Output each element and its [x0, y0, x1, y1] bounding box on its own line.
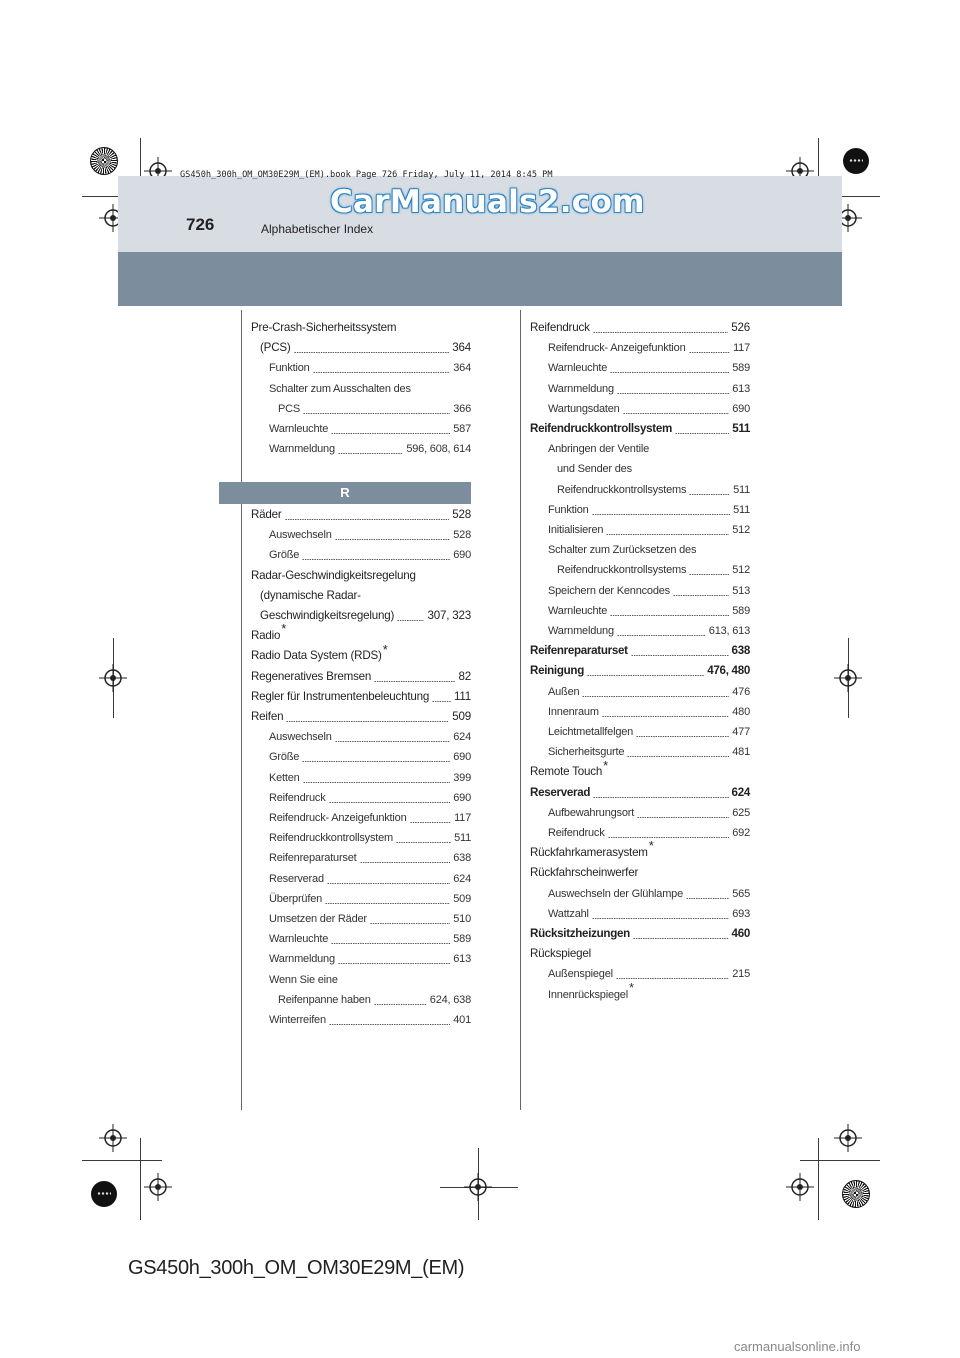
index-page-ref[interactable]: 512 [731, 520, 750, 540]
index-term: Reifendruck [530, 321, 590, 334]
index-term: Schalter zum Zurücksetzen des [548, 544, 697, 557]
leader-dots [592, 514, 730, 515]
index-entry [557, 459, 750, 479]
index-term: Größe [269, 549, 300, 562]
index-entry [530, 863, 750, 883]
leader-dots [335, 539, 450, 540]
index-term: Räder [251, 508, 282, 521]
leader-dots [397, 620, 424, 621]
footer-watermark: carmanualsonline.info [734, 1339, 861, 1354]
index-page-ref[interactable]: 364 [452, 358, 471, 378]
leader-dots [331, 943, 450, 944]
index-page-ref[interactable]: 690 [452, 545, 471, 565]
watermark-logo: CarManuals2.com [330, 184, 645, 220]
index-term: Leichtmetallfelgen [548, 726, 634, 738]
index-term: Remote Touch [530, 765, 603, 779]
index-entry [548, 540, 750, 560]
registration-mark-icon [834, 664, 862, 692]
index-page-ref[interactable]: 613 [452, 949, 471, 969]
print-dot-mark-icon [843, 148, 869, 174]
index-page-ref[interactable]: 613, 613 [708, 621, 750, 641]
crop-line [140, 1138, 141, 1220]
index-term: Innenraum [548, 705, 599, 718]
index-entry [548, 904, 750, 924]
leader-dots [302, 761, 450, 762]
registration-mark-icon [834, 1124, 862, 1152]
index-entry [548, 520, 750, 540]
index-entry [269, 727, 471, 747]
index-term: Auswechseln [269, 529, 332, 542]
leader-dots [396, 842, 451, 843]
leader-dots [636, 736, 729, 737]
index-term: Funktion [548, 503, 589, 516]
index-page-ref[interactable]: 510 [452, 909, 471, 929]
registration-mark-icon [99, 1124, 127, 1152]
index-entry [260, 606, 471, 626]
leader-dots [370, 923, 450, 924]
index-page-ref[interactable]: 117 [732, 338, 750, 358]
index-entry [269, 1010, 471, 1030]
index-entry [530, 944, 750, 964]
index-page-ref[interactable]: 690 [731, 399, 750, 419]
index-page-ref[interactable]: 513 [731, 581, 750, 601]
leader-dots [303, 413, 450, 414]
leader-dots [286, 721, 449, 722]
index-term: Reifenpanne haben [278, 993, 371, 1006]
index-term: Reserverad [269, 872, 324, 885]
index-term: Winterreifen [269, 1014, 326, 1026]
index-page-ref[interactable]: 690 [452, 788, 471, 808]
index-entry [530, 783, 750, 803]
index-term: Reifendruckkontrollsystem [269, 832, 393, 845]
index-page-ref[interactable]: 480 [731, 702, 750, 722]
index-entry [251, 318, 471, 338]
index-term: Reifendruckkontrollsystems [557, 564, 687, 577]
index-page-ref[interactable]: 613 [731, 379, 750, 399]
index-entry [269, 788, 471, 808]
leader-dots [338, 453, 403, 454]
index-entry [269, 929, 471, 949]
leader-dots [689, 352, 730, 353]
index-entry [548, 338, 750, 358]
index-term: Radio Data System (RDS) [251, 649, 382, 663]
index-term: Regeneratives Bremsen [251, 669, 372, 683]
index-term: Initialisieren [548, 524, 604, 536]
index-term: Auswechseln der Glühlampe [548, 887, 684, 900]
leader-dots [608, 837, 729, 838]
index-entry [530, 924, 750, 944]
index-page-ref[interactable]: 366 [452, 399, 471, 419]
index-term: Reifenreparaturset [269, 852, 357, 865]
index-entry [557, 480, 750, 500]
registration-mark-icon [99, 664, 127, 692]
index-page-ref[interactable]: 111 [453, 687, 471, 707]
index-term: Reifendruck- Anzeigefunktion [548, 342, 686, 355]
leader-dots [325, 903, 450, 904]
index-term: Innenrückspiegel [548, 988, 628, 1001]
index-term: Außen [548, 685, 580, 698]
leader-dots [302, 559, 450, 560]
index-entry [269, 889, 471, 909]
index-page-ref[interactable]: 364 [451, 338, 471, 358]
leader-dots [610, 372, 729, 373]
index-entry [548, 682, 750, 702]
index-page-ref[interactable]: 509 [452, 889, 471, 909]
index-term: Rückspiegel [530, 947, 591, 961]
index-page-ref[interactable]: 509 [451, 707, 471, 727]
index-term: Auswechseln [269, 731, 332, 744]
registration-mark-icon [464, 1173, 492, 1201]
index-term: Warnmeldung [269, 443, 335, 456]
index-term: Warnmeldung [269, 953, 335, 966]
section-title: Alphabetischer Index [261, 222, 374, 236]
index-entry [530, 838, 750, 863]
index-page-ref[interactable]: 693 [731, 904, 750, 924]
leader-dots [686, 898, 729, 899]
index-term: Speichern der Kenncodes [548, 584, 670, 597]
leader-dots [606, 534, 729, 535]
index-page-ref[interactable]: 481 [731, 742, 750, 762]
index-entry [251, 641, 471, 666]
index-term: Radar-Geschwindigkeitsregelung [251, 568, 416, 582]
index-entry [548, 722, 750, 742]
index-entry [251, 707, 471, 727]
index-entry [260, 338, 471, 358]
footer-document-code: GS450h_300h_OM_OM30E29M_(EM) [128, 1257, 465, 1279]
asterisk-mark: * [628, 979, 634, 995]
index-entry [530, 641, 750, 661]
index-term: Regler für Instrumentenbeleuchtung [251, 689, 430, 703]
index-term: Rücksitzheizungen [530, 927, 630, 940]
index-term: Warnleuchte [548, 362, 608, 375]
index-page-ref[interactable]: 596, 608, 614 [405, 439, 471, 459]
index-entry [251, 566, 471, 586]
index-page-ref[interactable]: 625 [731, 803, 750, 823]
index-term: Pre-Crash-Sicherheitssystem [251, 321, 397, 334]
index-entry [269, 768, 471, 788]
crop-line [800, 1160, 880, 1161]
index-term: Warnleuchte [548, 604, 608, 617]
print-star-mark-icon [90, 147, 118, 175]
index-page-ref[interactable]: 589 [731, 601, 750, 621]
index-entry [269, 869, 471, 889]
index-term: (dynamische Radar- [260, 588, 361, 602]
asterisk-mark: * [603, 757, 609, 773]
registration-mark-icon [786, 1173, 814, 1201]
index-term: Warnleuchte [269, 423, 329, 435]
leader-dots [689, 574, 729, 575]
index-entry [251, 667, 471, 687]
index-term: Reinigung [530, 664, 584, 678]
index-term: Reifendruckkontrollsystem [530, 422, 672, 435]
leader-dots [294, 352, 449, 353]
index-entry [548, 803, 750, 823]
index-term: Sicherheitsgurte [548, 746, 625, 759]
index-entry [548, 379, 750, 399]
index-entry [548, 399, 750, 419]
index-entry [269, 909, 471, 929]
index-term: und Sender des [557, 463, 632, 476]
index-term: Ketten [269, 771, 300, 784]
index-term: Wattzahl [548, 907, 589, 920]
index-page-ref[interactable]: 638 [452, 848, 471, 868]
index-term: Warnmeldung [548, 625, 614, 637]
leader-dots [313, 372, 450, 373]
index-entry [269, 747, 471, 767]
leader-dots [331, 433, 450, 434]
index-term: Reifen [251, 710, 284, 723]
leader-dots [360, 862, 450, 863]
leader-dots [374, 1004, 427, 1005]
index-entry [530, 661, 750, 681]
page-number: 726 [186, 215, 215, 234]
index-page-ref[interactable]: 511 [453, 828, 471, 848]
index-term: Reifendruckkontrollsystems [557, 483, 687, 496]
leader-dots [689, 494, 730, 495]
index-entry [269, 439, 471, 459]
index-entry [269, 379, 471, 399]
index-entry [548, 621, 750, 641]
index-term: Warnleuchte [269, 933, 329, 946]
leader-dots [617, 393, 729, 394]
index-term: Funktion [269, 362, 310, 375]
index-entry [269, 949, 471, 969]
index-term: Reifendruck- Anzeigefunktion [269, 812, 407, 824]
index-entry [548, 439, 750, 459]
index-term: Reifendruck [548, 827, 605, 839]
index-entry [530, 757, 750, 782]
index-entry [548, 964, 750, 984]
index-entry [251, 621, 471, 646]
column-rule [520, 310, 521, 1110]
leader-dots [623, 413, 729, 414]
index-page-ref[interactable]: 565 [731, 884, 750, 904]
index-entry [269, 808, 471, 828]
index-entry [548, 884, 750, 904]
leader-dots [633, 938, 729, 939]
leader-dots [285, 519, 449, 520]
header-dark-bar [118, 252, 842, 306]
leader-dots [432, 701, 451, 702]
leader-dots [374, 681, 455, 682]
index-entry [269, 828, 471, 848]
index-term: PCS [278, 402, 301, 415]
index-entry [278, 990, 471, 1010]
index-entry [548, 601, 750, 621]
leader-dots [631, 655, 729, 656]
index-term: Rückfahrscheinwerfer [530, 866, 639, 880]
leader-dots [410, 822, 451, 823]
index-page-ref[interactable]: 401 [452, 1010, 471, 1030]
index-page-ref[interactable]: 511 [732, 480, 750, 500]
leader-dots [610, 615, 729, 616]
index-term: Überprüfen [269, 892, 323, 905]
index-page-ref[interactable]: 624 [452, 869, 471, 889]
index-term: Außenspiegel [548, 968, 613, 981]
leader-dots [338, 963, 450, 964]
index-page-ref[interactable]: 690 [452, 747, 471, 767]
leader-dots [673, 595, 729, 596]
index-page-ref[interactable]: 476 [731, 682, 750, 702]
index-entry [269, 545, 471, 565]
index-entry [548, 742, 750, 762]
index-term: Reifenreparaturset [530, 644, 628, 658]
index-term: Aufbewahrungsort [548, 806, 635, 819]
index-term: Warnmeldung [548, 382, 614, 395]
index-page-ref[interactable]: 215 [731, 964, 750, 984]
index-term: Umsetzen der Räder [269, 913, 367, 925]
index-page-ref[interactable]: 624 [452, 727, 471, 747]
index-page-ref[interactable]: 460 [731, 924, 750, 944]
asterisk-mark: * [281, 621, 287, 637]
index-page-ref[interactable]: 477 [731, 722, 750, 742]
print-dot-mark-icon [91, 1181, 117, 1207]
index-page-ref[interactable]: 511 [732, 500, 750, 520]
book-stamp: GS450h_300h_OM_OM30E29M_(EM).book Page 726 Friday, July 11, 2014 8:45 PM [180, 170, 553, 180]
index-page-ref[interactable]: 589 [452, 929, 471, 949]
leader-dots [593, 797, 729, 798]
index-page-ref[interactable]: 82 [458, 667, 472, 687]
index-term: (PCS) [260, 341, 291, 355]
leader-dots [587, 675, 704, 676]
index-page-ref[interactable]: 589 [731, 358, 750, 378]
index-term: Anbringen der Ventile [548, 443, 649, 456]
leader-dots [303, 782, 450, 783]
section-letter-header: R [219, 482, 471, 504]
index-entry [251, 687, 471, 707]
index-term: Radio [251, 629, 281, 643]
index-entry [260, 586, 471, 606]
leader-dots [617, 635, 706, 636]
index-entry [269, 848, 471, 868]
index-term: Reifendruck [269, 791, 326, 804]
index-entry [548, 702, 750, 722]
index-entry [269, 358, 471, 378]
leader-dots [327, 883, 450, 884]
asterisk-mark: * [648, 838, 654, 854]
index-term: Reserverad [530, 785, 591, 799]
index-page-ref[interactable]: 587 [452, 419, 471, 439]
index-entry [530, 419, 750, 439]
leader-dots [602, 716, 729, 717]
leader-dots [329, 802, 450, 803]
index-page-ref[interactable]: 528 [451, 505, 471, 525]
leader-dots [637, 817, 729, 818]
index-page-ref[interactable]: 638 [731, 641, 750, 661]
index-entry [269, 970, 471, 990]
index-term: Geschwindigkeitsregelung) [260, 609, 395, 622]
crop-line [82, 1160, 162, 1161]
index-page-ref[interactable]: 117 [453, 808, 471, 828]
index-term: Rückfahrkamerasystem [530, 846, 648, 860]
index-entry [251, 505, 471, 525]
index-entry [548, 500, 750, 520]
registration-mark-icon [144, 1173, 172, 1201]
leader-dots [675, 433, 729, 434]
index-page-ref[interactable]: 307, 323 [426, 606, 471, 626]
leader-dots [627, 756, 729, 757]
leader-dots [582, 696, 729, 697]
index-page-ref[interactable]: 511 [731, 419, 750, 439]
index-entry [278, 399, 471, 419]
index-term: Schalter zum Ausschalten des [269, 382, 411, 395]
index-page-ref[interactable]: 476, 480 [706, 661, 750, 681]
index-page-ref[interactable]: 624, 638 [429, 990, 471, 1010]
index-entry [269, 525, 471, 545]
index-page-ref[interactable]: 399 [452, 768, 471, 788]
index-term: Größe [269, 751, 300, 764]
index-term: Wenn Sie eine [269, 973, 338, 986]
column-rule [241, 310, 242, 1110]
leader-dots [592, 918, 729, 919]
index-page-ref[interactable]: 624 [731, 783, 750, 803]
index-entry [548, 581, 750, 601]
index-page-ref[interactable]: 512 [731, 560, 750, 580]
index-entry [548, 979, 750, 1005]
index-page-ref[interactable]: 692 [731, 823, 750, 843]
index-page-ref[interactable]: 526 [730, 318, 750, 338]
index-term: Wartungsdaten [548, 402, 620, 415]
asterisk-mark: * [382, 641, 388, 657]
leader-dots [335, 741, 450, 742]
index-entry [530, 318, 750, 338]
leader-dots [329, 1024, 450, 1025]
crop-line [818, 1138, 819, 1220]
print-star-mark-icon [842, 1180, 870, 1208]
index-entry [269, 419, 471, 439]
index-entry [548, 358, 750, 378]
index-page-ref[interactable]: 528 [452, 525, 471, 545]
index-entry [557, 560, 750, 580]
leader-dots [593, 332, 728, 333]
